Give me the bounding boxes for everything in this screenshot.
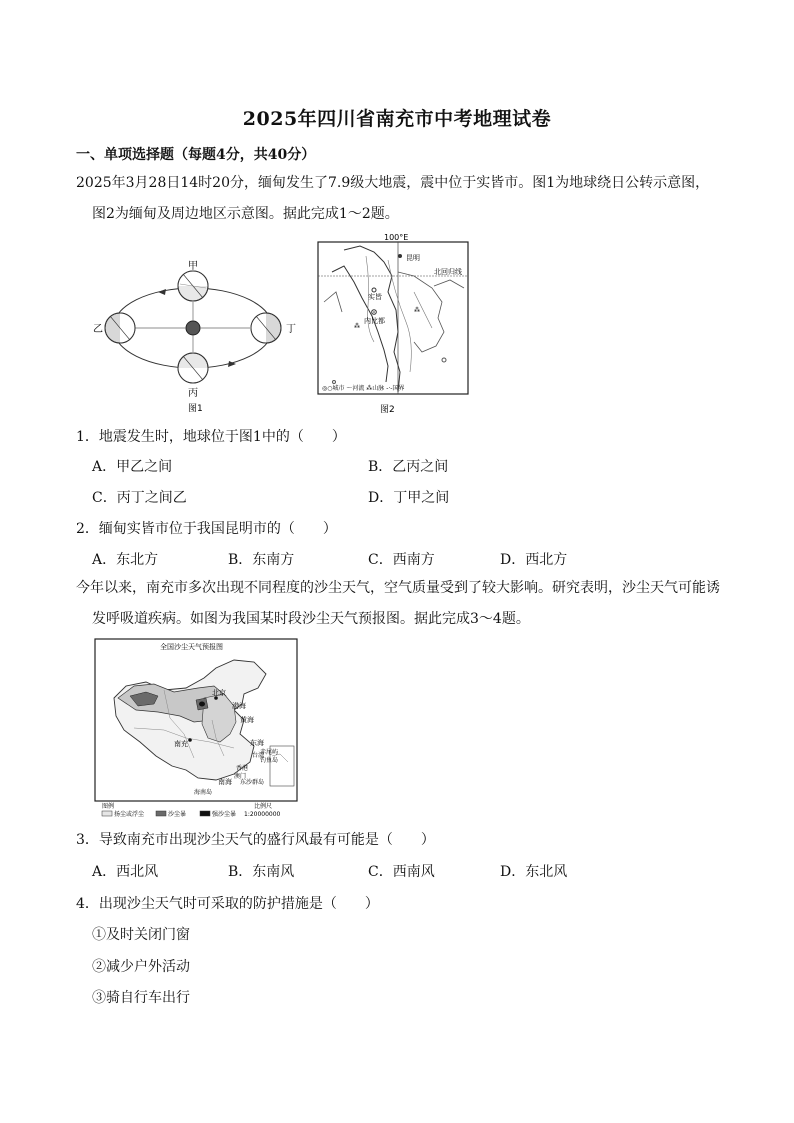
question-1: 1．地震发生时，地球位于图1中的（ ） <box>76 429 346 445</box>
question-4: 4．出现沙尘天气时可采取的防护措施是（ ） <box>76 896 379 912</box>
legend-storm: 沙尘暴 <box>168 811 187 818</box>
figure-2-map <box>314 232 474 418</box>
svg-text:⁂: ⁂ <box>414 307 420 314</box>
q2-option-c[interactable]: C．西南方 <box>368 552 435 568</box>
q2-option-a[interactable]: A．东北方 <box>92 552 159 568</box>
legend-swatch-strong <box>200 811 210 816</box>
scale-value: 1:20000000 <box>244 811 281 818</box>
q4-item-1: ①及时关闭门窗 <box>92 927 190 943</box>
figure-3-dust-map <box>94 638 300 820</box>
aomen-label: 澳门 <box>234 773 247 780</box>
q2-option-d[interactable]: D．西北方 <box>500 552 568 568</box>
huanghai-label: 黄海 <box>240 716 254 724</box>
dongsha-label: 东沙群岛 <box>240 779 265 786</box>
q1-option-c[interactable]: C．丙丁之间乙 <box>92 490 187 506</box>
meridian-label: 100°E <box>384 233 409 242</box>
beijing-label: 北京 <box>212 689 226 697</box>
legend-title: 图例 <box>102 803 115 810</box>
neibidu-label: 内比都 <box>364 317 385 325</box>
figure-1-caption: 图1 <box>188 404 203 414</box>
nanchong-label: 南充 <box>174 740 188 748</box>
label-yi: 乙 <box>93 324 103 335</box>
donghai-label: 东海 <box>250 739 264 747</box>
legend-light: 扬尘或浮尘 <box>114 811 145 818</box>
earth-yi <box>105 313 135 343</box>
taiwan-label: 台湾 <box>252 752 265 759</box>
q4-item-2: ②减少户外活动 <box>92 959 190 975</box>
diaoyudao-label: 钓鱼岛 <box>260 757 279 764</box>
earth-ding <box>251 313 281 343</box>
nanhai-label: 南海 <box>218 778 232 786</box>
scale-title: 比例尺 <box>254 803 273 810</box>
legend-swatch-light <box>102 811 112 816</box>
kunming-label: 昆明 <box>406 254 420 262</box>
earth-jia <box>178 271 208 301</box>
q2-option-b[interactable]: B．东南方 <box>228 552 295 568</box>
fig2-legend: ◎○城市 ～河流 ⁂山脉 -·-国界 <box>322 385 405 392</box>
fig3-title: 全国沙尘天气预报图 <box>160 643 223 651</box>
svg-text:⁂: ⁂ <box>354 323 360 330</box>
q4-item-3: ③骑自行车出行 <box>92 990 190 1006</box>
label-bing: 丙 <box>188 388 198 399</box>
q1-option-b[interactable]: B．乙丙之间 <box>368 459 449 475</box>
q3-option-a[interactable]: A．西北风 <box>92 864 159 880</box>
bohai-label: 渤海 <box>232 702 246 710</box>
nanchong-marker <box>188 738 192 742</box>
q1-option-a[interactable]: A．甲乙之间 <box>92 459 173 475</box>
q3-option-c[interactable]: C．西南风 <box>368 864 435 880</box>
hainan-label: 海南岛 <box>194 789 213 796</box>
intro2-line2: 发呼吸道疾病。如图为我国某时段沙尘天气预报图。据此完成3～4题。 <box>92 611 530 627</box>
legend-strong: 强沙尘暴 <box>212 811 237 818</box>
xianggang-label: 香港 <box>236 765 249 772</box>
tropic-label: 北回归线 <box>434 268 462 276</box>
intro2-line1: 今年以来，南充市多次出现不同程度的沙尘天气，空气质量受到了较大影响。研究表明，沙尘天气可能诱 <box>76 580 720 596</box>
q3-option-b[interactable]: B．东南风 <box>228 864 295 880</box>
question-3: 3．导致南充市出现沙尘天气的盛行风最有可能是（ ） <box>76 832 435 848</box>
earth-bing <box>178 353 208 383</box>
label-jia: 甲 <box>188 261 198 272</box>
section-heading: 一、单项选择题（每题4分，共40分） <box>76 147 316 163</box>
chiweiyu-label: 赤尾屿 <box>260 749 279 756</box>
legend-swatch-storm <box>156 811 166 816</box>
kunming-marker <box>398 254 402 258</box>
figure-2-caption: 图2 <box>380 405 395 415</box>
intro1-line2: 图2为缅甸及周边地区示意图。据此完成1～2题。 <box>92 206 399 222</box>
figure-1-orbit <box>88 256 308 414</box>
label-ding: 丁 <box>286 324 296 335</box>
intro1-line1: 2025年3月28日14时20分，缅甸发生了7.9级大地震，震中位于实皆市。图1为地球绕日公转示意图， <box>76 175 710 191</box>
q3-option-d[interactable]: D．东北风 <box>500 864 568 880</box>
question-2: 2．缅甸实皆市位于我国昆明市的（ ） <box>76 521 337 537</box>
q1-option-d[interactable]: D．丁甲之间 <box>368 490 450 506</box>
page-title: 2025年四川省南充市中考地理试卷 <box>242 108 552 130</box>
shijie-label: 实皆 <box>368 293 382 301</box>
